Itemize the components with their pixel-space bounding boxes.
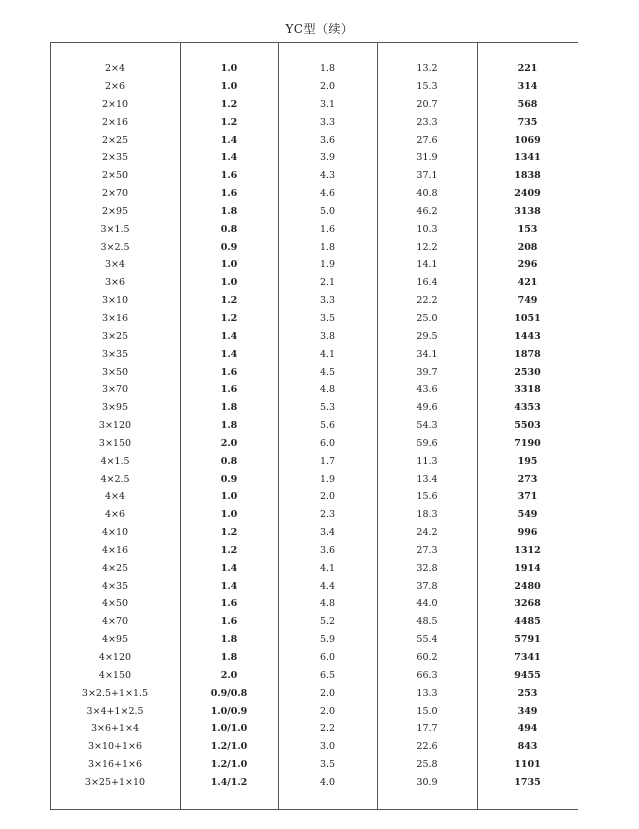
table-row: [50, 506, 578, 524]
cell-weight: 735: [517, 117, 538, 128]
cell-sheath-thickness: 3.6: [319, 135, 336, 146]
cell-sheath-thickness: 3.5: [319, 760, 336, 770]
cell-sheath-thickness: 3.8: [319, 331, 336, 342]
cell-spec: 3×4+1×2.5: [86, 706, 144, 717]
cell-sheath-thickness: 5.3: [319, 403, 336, 413]
cell-weight: 2530: [514, 367, 541, 378]
table-row: [50, 114, 578, 132]
cell-outer-diameter: 11.3: [416, 456, 438, 467]
cell-sheath-thickness: 1.7: [319, 456, 336, 467]
cell-spec: 4×6: [104, 510, 126, 520]
cell-insulation-thickness: 1.0: [220, 64, 238, 74]
table-row: [50, 203, 578, 221]
cell-outer-diameter: 15.0: [416, 706, 438, 717]
cell-sheath-thickness: 1.8: [319, 242, 336, 253]
cell-insulation-thickness: 1.2/1.0: [210, 742, 248, 752]
cell-spec: 3×25+1×10: [84, 777, 146, 788]
cell-outer-diameter: 27.3: [416, 545, 438, 556]
cell-spec: 2×4: [104, 64, 126, 74]
cell-spec: 3×50: [101, 367, 129, 378]
cell-weight: 3138: [514, 206, 541, 217]
cell-insulation-thickness: 1.4: [220, 349, 238, 360]
cell-sheath-thickness: 5.6: [319, 421, 336, 431]
table-body: [50, 60, 578, 792]
cell-spec: 3×35: [101, 349, 129, 360]
cell-weight: 1051: [514, 313, 541, 324]
cell-insulation-thickness: 1.6: [220, 189, 238, 199]
cell-insulation-thickness: 1.2: [220, 117, 238, 128]
cell-spec: 4×1.5: [100, 456, 130, 467]
cell-spec: 4×150: [98, 670, 132, 681]
cell-outer-diameter: 34.1: [416, 349, 438, 360]
cell-spec: 3×10: [101, 296, 129, 306]
cell-sheath-thickness: 4.4: [319, 581, 336, 592]
cell-insulation-thickness: 0.9: [220, 242, 238, 253]
table-row: [50, 221, 578, 239]
cell-weight: 9455: [514, 670, 541, 681]
cell-outer-diameter: 54.3: [416, 421, 438, 431]
cell-spec: 3×4: [104, 260, 126, 270]
cell-insulation-thickness: 1.6: [220, 617, 238, 627]
cell-sheath-thickness: 6.0: [319, 438, 336, 449]
cell-weight: 421: [517, 278, 538, 288]
cell-weight: 1735: [514, 777, 541, 788]
cell-sheath-thickness: 3.3: [319, 296, 336, 306]
cell-outer-diameter: 24.2: [416, 528, 438, 538]
cell-sheath-thickness: 3.3: [319, 117, 336, 128]
cell-spec: 2×70: [101, 189, 129, 199]
cell-outer-diameter: 31.9: [416, 153, 438, 163]
cell-spec: 4×70: [101, 617, 129, 627]
cell-sheath-thickness: 2.3: [319, 510, 336, 520]
cell-outer-diameter: 25.8: [416, 760, 438, 770]
cell-sheath-thickness: 6.5: [319, 670, 336, 681]
cell-sheath-thickness: 4.6: [319, 189, 336, 199]
cell-spec: 4×4: [104, 492, 126, 502]
cell-sheath-thickness: 4.8: [319, 385, 336, 395]
cell-weight: 4485: [514, 617, 541, 627]
cell-sheath-thickness: 3.5: [319, 313, 336, 324]
table-row: [50, 96, 578, 114]
cell-spec: 2×50: [101, 171, 129, 181]
cell-outer-diameter: 10.3: [416, 224, 438, 235]
cell-insulation-thickness: 1.2: [220, 296, 238, 306]
cell-weight: 1101: [514, 760, 541, 770]
table-row: [50, 292, 578, 310]
cell-weight: 273: [517, 474, 538, 485]
cell-weight: 5503: [514, 421, 541, 431]
cell-insulation-thickness: 1.6: [220, 367, 238, 378]
cell-weight: 749: [517, 296, 538, 306]
cell-outer-diameter: 39.7: [416, 367, 438, 378]
cell-outer-diameter: 30.9: [416, 777, 438, 788]
cell-outer-diameter: 25.0: [416, 313, 438, 324]
cell-spec: 3×95: [101, 403, 129, 413]
cell-insulation-thickness: 0.9/0.8: [210, 688, 248, 699]
cell-sheath-thickness: 4.8: [319, 599, 336, 609]
cell-weight: 843: [517, 742, 538, 752]
cell-outer-diameter: 14.1: [416, 260, 438, 270]
cell-outer-diameter: 15.6: [416, 492, 438, 502]
table-row: [50, 256, 578, 274]
cell-insulation-thickness: 1.4: [220, 331, 238, 342]
cell-insulation-thickness: 1.8: [220, 653, 238, 663]
table-row: [50, 631, 578, 649]
cell-insulation-thickness: 1.2/1.0: [210, 760, 248, 770]
cell-sheath-thickness: 4.1: [319, 563, 336, 574]
cell-spec: 3×2.5: [100, 242, 130, 253]
table-row: [50, 720, 578, 738]
cell-insulation-thickness: 1.0/0.9: [210, 706, 248, 717]
cell-sheath-thickness: 2.0: [319, 688, 336, 699]
cell-weight: 3268: [514, 599, 541, 609]
table-row: [50, 649, 578, 667]
cell-weight: 494: [517, 724, 538, 734]
page-title: YC型（续）: [285, 22, 354, 36]
cell-weight: 253: [517, 688, 538, 699]
cell-outer-diameter: 15.3: [416, 82, 438, 92]
cell-outer-diameter: 46.2: [416, 206, 438, 217]
cell-insulation-thickness: 1.0: [220, 492, 238, 502]
cell-spec: 4×50: [101, 599, 129, 609]
cell-weight: 2480: [514, 581, 541, 592]
table-row: [50, 185, 578, 203]
cell-sheath-thickness: 1.6: [319, 224, 336, 235]
table-row: [50, 435, 578, 453]
cell-weight: 1312: [514, 545, 541, 556]
cell-weight: 208: [517, 242, 538, 253]
cell-spec: 3×6: [104, 278, 126, 288]
cell-sheath-thickness: 2.0: [319, 492, 336, 502]
cell-outer-diameter: 60.2: [416, 653, 438, 663]
table-row: [50, 685, 578, 703]
cell-spec: 2×16: [101, 117, 129, 128]
cell-weight: 153: [517, 224, 538, 235]
table-row: [50, 453, 578, 471]
cell-spec: 3×10+1×6: [87, 742, 143, 752]
cell-insulation-thickness: 1.0: [220, 510, 238, 520]
cell-sheath-thickness: 3.6: [319, 545, 336, 556]
cell-spec: 2×6: [104, 82, 126, 92]
table-row: [50, 346, 578, 364]
cell-sheath-thickness: 3.0: [319, 742, 336, 752]
cell-weight: 3318: [514, 385, 541, 395]
cell-outer-diameter: 44.0: [416, 599, 438, 609]
cell-spec: 3×1.5: [100, 224, 130, 235]
cell-insulation-thickness: 1.6: [220, 171, 238, 181]
cell-spec: 3×25: [101, 331, 129, 342]
cell-insulation-thickness: 0.9: [220, 474, 238, 485]
cell-weight: 996: [517, 528, 538, 538]
cell-weight: 195: [517, 456, 538, 467]
cell-sheath-thickness: 4.0: [319, 777, 336, 788]
table-row: [50, 702, 578, 720]
cell-outer-diameter: 20.7: [416, 99, 438, 110]
table-row: [50, 363, 578, 381]
cell-outer-diameter: 18.3: [416, 510, 438, 520]
cell-outer-diameter: 37.8: [416, 581, 438, 592]
table-row: [50, 78, 578, 96]
table-row: [50, 274, 578, 292]
cell-weight: 549: [517, 510, 538, 520]
table-row: [50, 149, 578, 167]
cell-sheath-thickness: 2.1: [319, 278, 336, 288]
cell-weight: 7341: [514, 653, 541, 663]
cell-outer-diameter: 12.2: [416, 242, 438, 253]
cell-sheath-thickness: 3.9: [319, 153, 336, 163]
cell-insulation-thickness: 1.8: [220, 403, 238, 413]
cell-weight: 371: [517, 492, 538, 502]
cell-insulation-thickness: 1.0/1.0: [210, 724, 248, 734]
table-row: [50, 613, 578, 631]
cell-insulation-thickness: 1.6: [220, 385, 238, 395]
table-row: [50, 756, 578, 774]
cell-insulation-thickness: 1.2: [220, 99, 238, 110]
table-row: [50, 738, 578, 756]
cell-weight: 7190: [514, 438, 541, 449]
cell-weight: 296: [517, 260, 538, 270]
table-row: [50, 488, 578, 506]
cell-spec: 3×120: [98, 421, 132, 431]
table-row: [50, 524, 578, 542]
cell-spec: 2×95: [101, 206, 129, 217]
cell-sheath-thickness: 4.1: [319, 349, 336, 360]
cell-weight: 4353: [514, 403, 541, 413]
cell-spec: 3×150: [98, 438, 132, 449]
table-row: [50, 238, 578, 256]
cell-spec: 2×25: [101, 135, 129, 146]
cell-insulation-thickness: 1.8: [220, 206, 238, 217]
cell-weight: 314: [517, 82, 538, 92]
cell-outer-diameter: 22.6: [416, 742, 438, 752]
cell-sheath-thickness: 1.8: [319, 64, 336, 74]
cell-weight: 5791: [514, 635, 541, 645]
cell-spec: 3×6+1×4: [90, 724, 140, 734]
cell-weight: 1838: [514, 171, 541, 181]
cell-sheath-thickness: 1.9: [319, 474, 336, 485]
cell-weight: 2409: [514, 189, 541, 199]
cell-insulation-thickness: 0.8: [220, 224, 238, 235]
cell-spec: 3×16+1×6: [87, 760, 143, 770]
cell-outer-diameter: 32.8: [416, 563, 438, 574]
cell-weight: 1069: [514, 135, 541, 146]
cell-weight: 1914: [514, 563, 541, 574]
cell-weight: 1341: [514, 153, 541, 163]
table-row: [50, 667, 578, 685]
cell-spec: 4×2.5: [100, 474, 130, 485]
cell-sheath-thickness: 2.0: [319, 706, 336, 717]
cell-outer-diameter: 23.3: [416, 117, 438, 128]
cell-outer-diameter: 29.5: [416, 331, 438, 342]
cell-insulation-thickness: 1.0: [220, 278, 238, 288]
table-row: [50, 310, 578, 328]
cell-weight: 221: [517, 64, 538, 74]
cell-insulation-thickness: 1.8: [220, 635, 238, 645]
cell-insulation-thickness: 1.2: [220, 545, 238, 556]
cell-outer-diameter: 13.2: [416, 64, 438, 74]
cell-insulation-thickness: 1.6: [220, 599, 238, 609]
cell-spec: 2×35: [101, 153, 129, 163]
cell-sheath-thickness: 3.1: [319, 99, 336, 110]
cell-insulation-thickness: 1.8: [220, 421, 238, 431]
cell-insulation-thickness: 1.4: [220, 563, 238, 574]
cell-outer-diameter: 66.3: [416, 670, 438, 681]
table-row: [50, 774, 578, 792]
cell-spec: 3×2.5+1×1.5: [81, 688, 149, 699]
cell-sheath-thickness: 5.2: [319, 617, 336, 627]
cell-sheath-thickness: 4.5: [319, 367, 336, 378]
cell-weight: 1878: [514, 349, 541, 360]
table-row: [50, 470, 578, 488]
cell-insulation-thickness: 1.0: [220, 82, 238, 92]
table-row: [50, 328, 578, 346]
cell-sheath-thickness: 2.0: [319, 82, 336, 92]
cable-spec-table: [50, 42, 578, 810]
cell-sheath-thickness: 1.9: [319, 260, 336, 270]
cell-weight: 1443: [514, 331, 541, 342]
table-row: [50, 167, 578, 185]
cell-sheath-thickness: 4.3: [319, 171, 336, 181]
cell-insulation-thickness: 1.4: [220, 135, 238, 146]
cell-sheath-thickness: 3.4: [319, 528, 336, 538]
cell-outer-diameter: 55.4: [416, 635, 438, 645]
cell-outer-diameter: 13.4: [416, 474, 438, 485]
cell-insulation-thickness: 1.0: [220, 260, 238, 270]
table-row: [50, 560, 578, 578]
cell-outer-diameter: 17.7: [416, 724, 438, 734]
cell-insulation-thickness: 1.2: [220, 313, 238, 324]
cell-sheath-thickness: 6.0: [319, 653, 336, 663]
cell-spec: 4×16: [101, 545, 129, 556]
table-row: [50, 60, 578, 78]
table-row: [50, 595, 578, 613]
cell-insulation-thickness: 1.4: [220, 581, 238, 592]
cell-spec: 3×70: [101, 385, 129, 395]
cell-sheath-thickness: 2.2: [319, 724, 336, 734]
table-row: [50, 381, 578, 399]
table-row: [50, 577, 578, 595]
cell-outer-diameter: 43.6: [416, 385, 438, 395]
cell-outer-diameter: 59.6: [416, 438, 438, 449]
table-row: [50, 417, 578, 435]
table-row: [50, 542, 578, 560]
cell-outer-diameter: 22.2: [416, 296, 438, 306]
cell-spec: 4×95: [101, 635, 129, 645]
cell-outer-diameter: 40.8: [416, 189, 438, 199]
cell-insulation-thickness: 1.4: [220, 153, 238, 163]
cell-outer-diameter: 49.6: [416, 403, 438, 413]
table-row: [50, 399, 578, 417]
cell-outer-diameter: 13.3: [416, 688, 438, 699]
cell-sheath-thickness: 5.0: [319, 206, 336, 217]
cell-weight: 349: [517, 706, 538, 717]
cell-spec: 4×10: [101, 528, 129, 538]
cell-weight: 568: [517, 99, 538, 110]
cell-outer-diameter: 37.1: [416, 171, 438, 181]
cell-spec: 2×10: [101, 99, 129, 110]
cell-outer-diameter: 16.4: [416, 278, 438, 288]
cell-spec: 4×25: [101, 563, 129, 574]
cell-outer-diameter: 27.6: [416, 135, 438, 146]
cell-spec: 4×35: [101, 581, 129, 592]
cell-outer-diameter: 48.5: [416, 617, 438, 627]
cell-insulation-thickness: 0.8: [220, 456, 238, 467]
cell-insulation-thickness: 2.0: [220, 438, 238, 449]
cell-sheath-thickness: 5.9: [319, 635, 336, 645]
cell-insulation-thickness: 1.2: [220, 528, 238, 538]
table-row: [50, 131, 578, 149]
cell-spec: 3×16: [101, 313, 129, 324]
cell-insulation-thickness: 2.0: [220, 670, 238, 681]
cell-spec: 4×120: [98, 653, 132, 663]
cell-insulation-thickness: 1.4/1.2: [210, 777, 248, 788]
